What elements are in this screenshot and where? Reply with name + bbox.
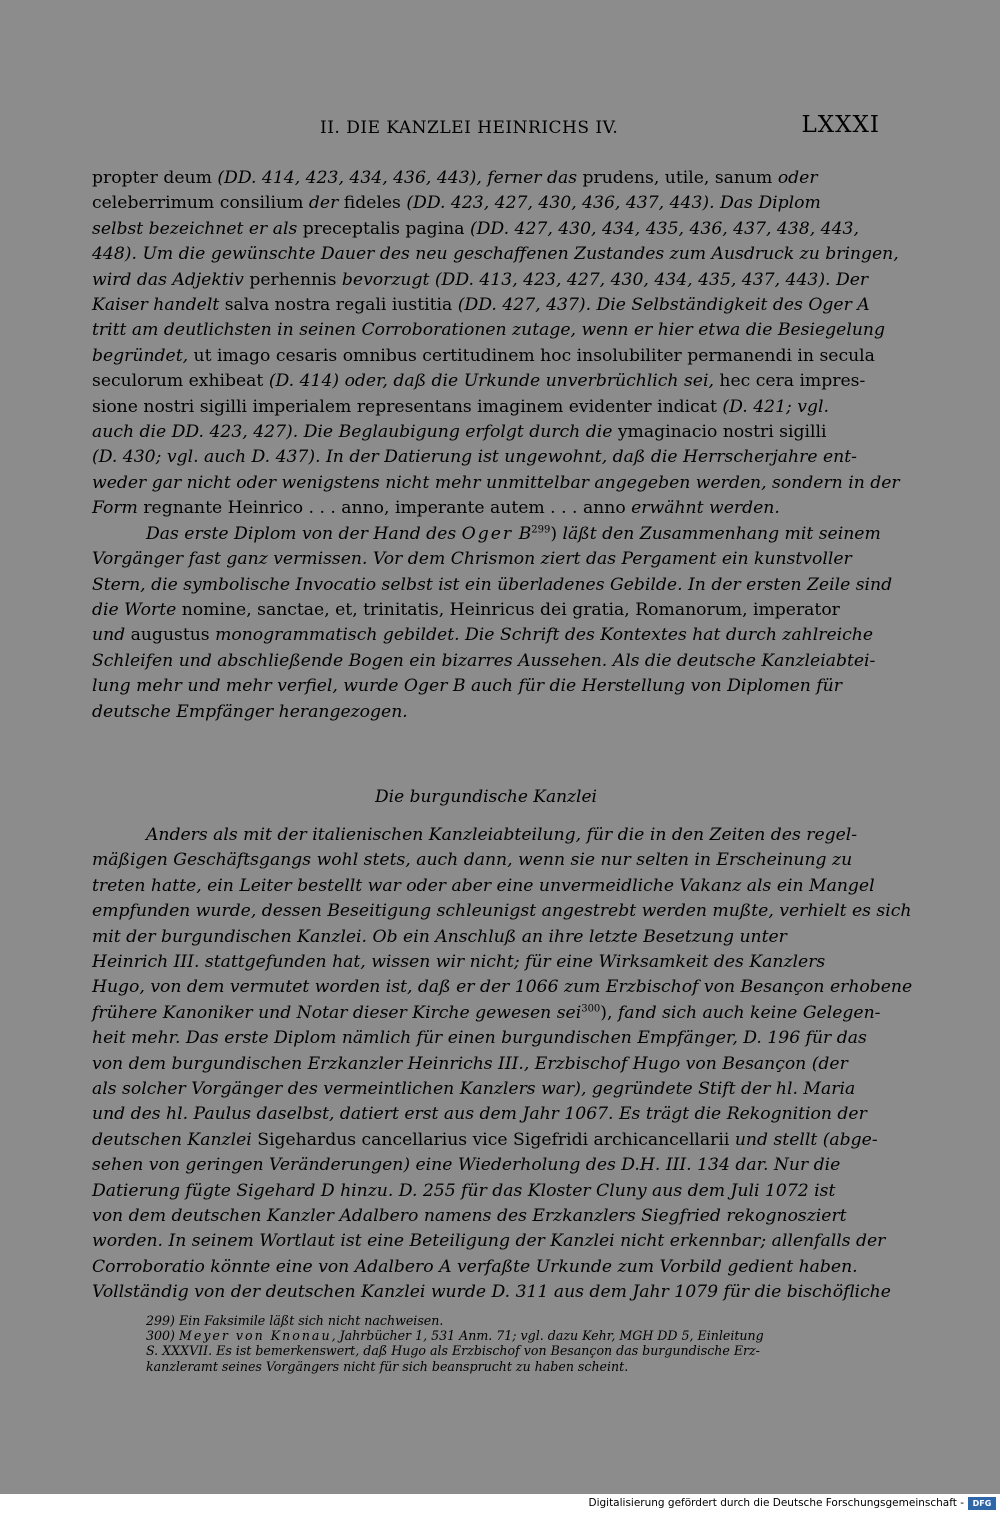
- text-line: worden. In seinem Wortlaut ist eine Beteiligung der Kanzlei nicht erkennbar; allenfalls der: [92, 1231, 886, 1252]
- text-line: wird das Adjektiv perhennis bevorzugt (DD. 413, 423, 427, 430, 434, 435, 437, 443). Der: [92, 269, 869, 290]
- text-line: die Worte nomine, sanctae, et, trinitatis, Heinricus dei gratia, Romanorum, imperator: [92, 599, 840, 620]
- text-line: mäßigen Geschäftsgangs wohl stets, auch dann, wenn sie nur selten in Erscheinung zu: [92, 850, 853, 871]
- text-line: lung mehr und mehr verfiel, wurde Oger B auch für die Herstellung von Diplomen für: [92, 676, 842, 697]
- text-line: 448). Um die gewünschte Dauer des neu geschaffenen Zustandes zum Ausdruck zu bringen,: [92, 244, 899, 265]
- text-line: Heinrich III. stattgefunden hat, wissen wir nicht; für eine Wirksamkeit des Kanzlers: [92, 951, 826, 972]
- text-line: Kaiser handelt salva nostra regali iustitia (DD. 427, 437). Die Selbständigkeit des Oger A: [92, 295, 870, 316]
- paragraph-continuation: [92, 166, 900, 522]
- text-line: und augustus monogrammatisch gebildet. Die Schrift des Kontextes hat durch zahlreiche: [92, 625, 873, 646]
- text-line: begründet, ut imago cesaris omnibus certitudinem hoc insolubiliter permanendi in secula: [92, 345, 875, 366]
- text-line: von dem burgundischen Erzkanzler Heinrichs III., Erzbischof Hugo von Besançon (der: [92, 1053, 848, 1074]
- text-line: und des hl. Paulus daselbst, datiert erst aus dem Jahr 1067. Es trägt die Rekognition der: [92, 1104, 867, 1125]
- text-line: auch die DD. 423, 427). Die Beglaubigung erfolgt durch die ymaginacio nostri sigilli: [92, 422, 827, 443]
- text-line: Stern, die symbolische Invocatio selbst ist ein überladenes Gebilde. In der ersten Zeile sind: [92, 574, 893, 595]
- text-line: Schleifen und abschließende Bogen ein bizarres Aussehen. Als die deutsche Kanzleiabtei-: [92, 650, 876, 671]
- text-line: mit der burgundischen Kanzlei. Ob ein Anschluß an ihre letzte Besetzung unter: [92, 926, 787, 947]
- text-line: treten hatte, ein Leiter bestellt war oder aber eine unvermeidliche Vakanz als ein Mangel: [92, 875, 875, 896]
- text-line: empfunden wurde, dessen Beseitigung schleunigst angestrebt werden mußte, verhielt es sich: [92, 901, 912, 922]
- text-line: weder gar nicht oder wenigstens nicht mehr unmittelbar angegeben werden, sondern in der: [92, 472, 900, 493]
- paragraph-burgundische-kanzlei: [92, 823, 913, 1306]
- running-head: [92, 112, 882, 146]
- footnote-line: 300) Meyer von Knonau, Jahrbücher 1, 531 Anm. 71; vgl. dazu Kehr, MGH DD 5, Einleitung: [146, 1328, 764, 1344]
- text-line: selbst bezeichnet er als preceptalis pagina (DD. 427, 430, 434, 435, 436, 437, 438, 443,: [92, 218, 859, 239]
- credit-text: Digitalisierung gefördert durch die Deutsche Forschungsgemeinschaft -: [588, 1497, 964, 1509]
- footnote-line: S. XXXVII. Es ist bemerkenswert, daß Hugo als Erzbischof von Besançon das burgundische Erz-: [146, 1343, 760, 1359]
- text-line: Form regnante Heinrico . . . anno, imperante autem . . . anno erwähnt werden.: [92, 498, 780, 519]
- text-line: (D. 430; vgl. auch D. 437). In der Datierung ist ungewohnt, daß die Herrscherjahre ent-: [92, 447, 857, 468]
- page-number: LXXXI: [801, 112, 880, 138]
- text-line: Anders als mit der italienischen Kanzleiabteilung, für die in den Zeiten des regel-: [146, 824, 858, 845]
- text-line: propter deum (DD. 414, 423, 434, 436, 443), ferner das prudens, utile, sanum oder: [92, 168, 818, 188]
- text-line: Corroboratio könnte eine von Adalbero A verfaßte Urkunde zum Vorbild gedient haben.: [92, 1256, 858, 1277]
- text-line: deutschen Kanzlei Sigehardus cancellarius vice Sigefridi archicancellarii und stellt (abge-: [92, 1129, 878, 1150]
- footnotes: [146, 1313, 886, 1374]
- text-line: sehen von geringen Veränderungen) eine Wiederholung des D.H. III. 134 dar. Nur die: [92, 1155, 841, 1176]
- text-line: heit mehr. Das erste Diplom nämlich für einen burgundischen Empfänger, D. 196 für das: [92, 1028, 867, 1049]
- running-head-title: II. DIE KANZLEI HEINRICHS IV.: [320, 118, 619, 138]
- text-line: sione nostri sigilli imperialem representans imaginem evidenter indicat (D. 421; vgl.: [92, 396, 829, 417]
- text-line: celeberrimum consilium der fideles (DD. 423, 427, 430, 436, 437, 443). Das Diplom: [92, 193, 821, 214]
- footnote-line: kanzleramt seines Vorgängers nicht für sich beansprucht zu haben scheint.: [146, 1358, 629, 1374]
- text-line: von dem deutschen Kanzler Adalbero namens des Erzkanzlers Siegfried rekognosziert: [92, 1206, 847, 1227]
- dfg-logo-icon: DFG: [968, 1497, 996, 1510]
- text-line: tritt am deutlichsten in seinen Corroborationen zutage, wenn er hier etwa die Besiegelung: [92, 320, 885, 341]
- text-line: Vollständig von der deutschen Kanzlei wurde D. 311 aus dem Jahr 1079 für die bischöfliche: [92, 1282, 891, 1303]
- text-line: Datierung fügte Sigehard D hinzu. D. 255 für das Kloster Cluny aus dem Juli 1072 ist: [92, 1180, 836, 1201]
- paragraph-oger-b: [92, 522, 893, 725]
- main-text: [92, 166, 913, 1306]
- text-line: Vorgänger fast ganz vermissen. Vor dem Chrismon ziert das Pergament ein kunstvoller: [92, 549, 852, 570]
- text-line: Hugo, von dem vermutet worden ist, daß er der 1066 zum Erzbischof von Besançon erhobene: [92, 977, 913, 998]
- section-heading: Die burgundische Kanzlei: [375, 786, 597, 807]
- text-line: Das erste Diplom von der Hand des Oger $B^{299}$) läßt den Zusammenhang mit seinem: [146, 523, 881, 544]
- text-line: deutsche Empfänger herangezogen.: [92, 701, 408, 722]
- text-line: als solcher Vorgänger des vermeintlichen Kanzlers war), gegründete Stift der hl. Maria: [92, 1079, 856, 1099]
- text-line: frühere Kanoniker und Notar dieser Kirche gewesen sei$^{300}$), fand sich auch keine Gelegen-: [92, 1002, 881, 1023]
- footnote-line: 299) Ein Faksimile läßt sich nicht nachweisen.: [146, 1313, 444, 1328]
- text-line: seculorum exhibeat (D. 414) oder, daß die Urkunde unverbrüchlich sei, hec cera impres-: [92, 371, 866, 392]
- digitization-credit-bar: [0, 1494, 1000, 1514]
